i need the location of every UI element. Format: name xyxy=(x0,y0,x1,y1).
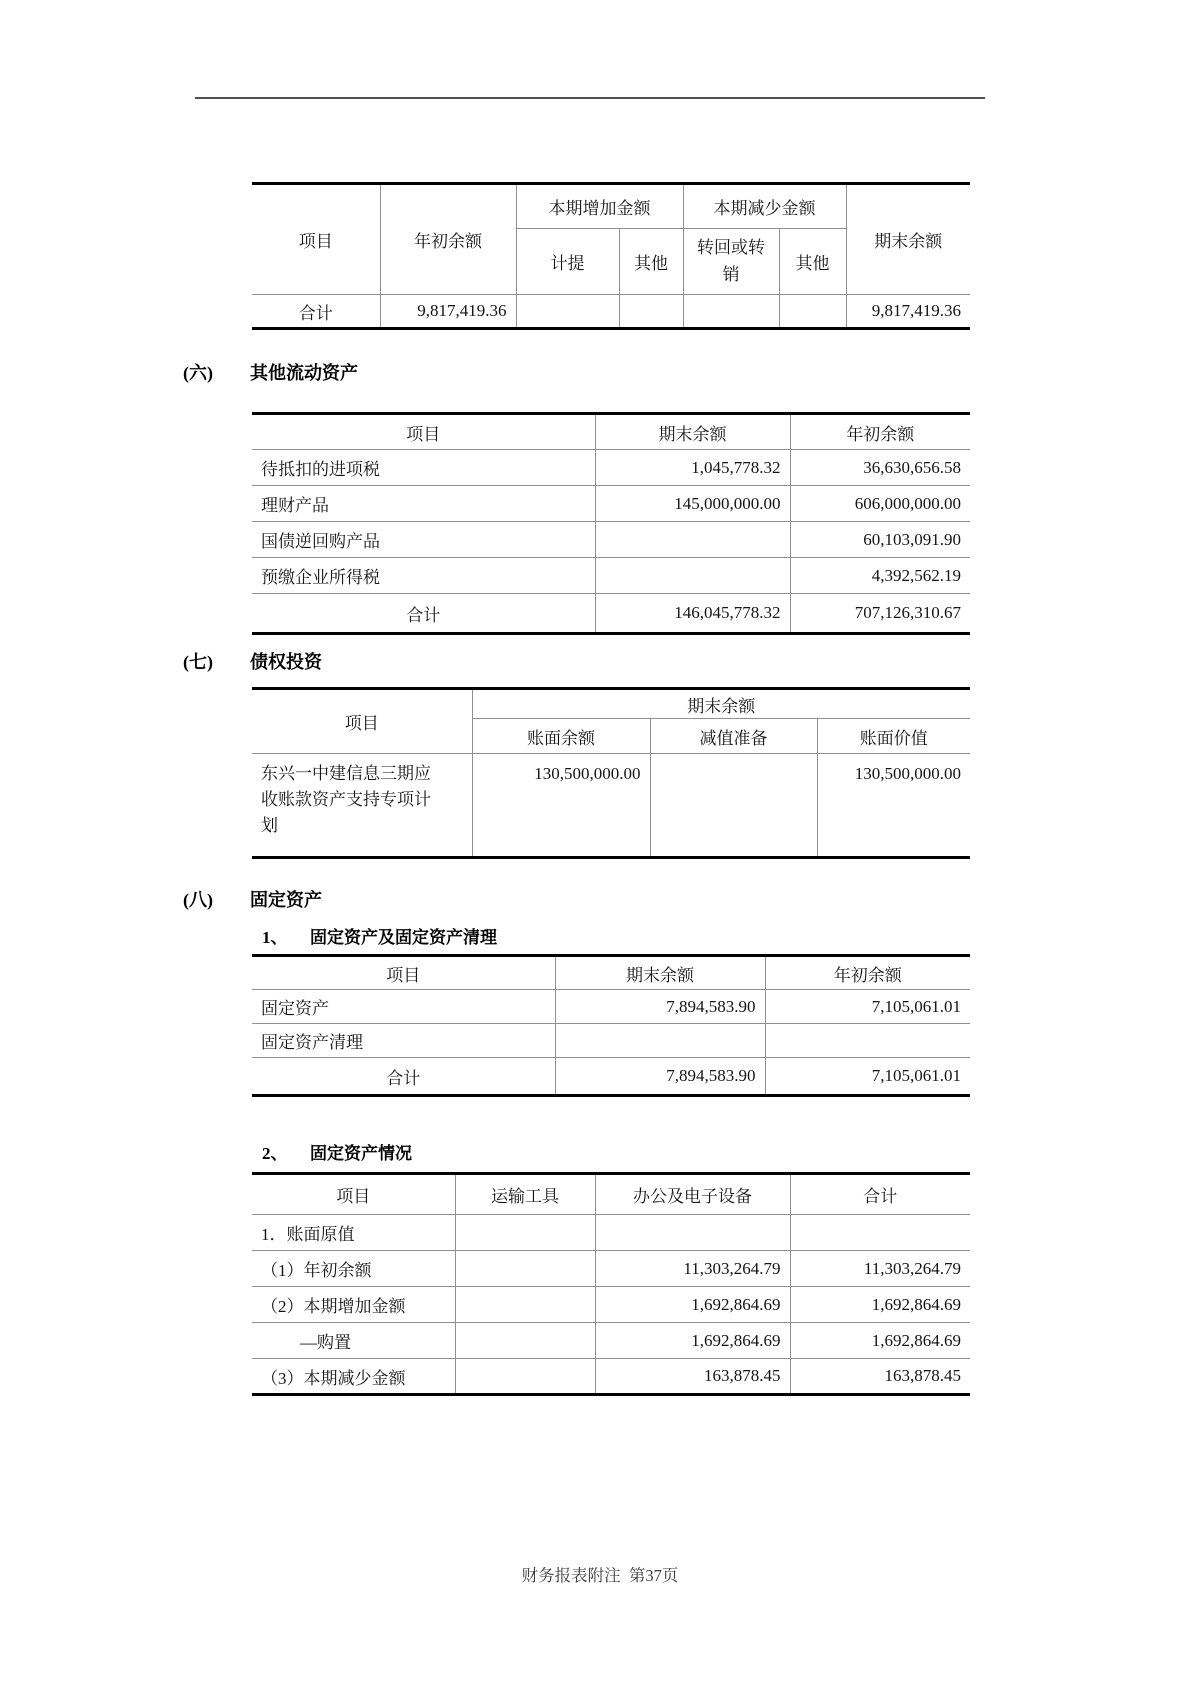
debt-investments-table xyxy=(252,687,970,859)
header-cell-decrease-other: 其他 xyxy=(779,229,846,295)
table-cell-office: 11,303,264.79 xyxy=(595,1251,790,1287)
header-cell-increase-group: 本期增加金额 xyxy=(516,184,683,229)
section-title: 其他流动资产 xyxy=(250,363,358,383)
table-cell-opening: 4,392,562.19 xyxy=(790,558,970,594)
table-cell-item: 预缴企业所得税 xyxy=(252,558,595,594)
fixed-assets-summary-table xyxy=(252,954,970,1097)
table-cell-office: 1,692,864.69 xyxy=(595,1287,790,1323)
section-heading-other-current-assets xyxy=(183,360,1200,386)
header-cell-item: 项目 xyxy=(252,956,555,990)
table-cell-item: 理财产品 xyxy=(252,486,595,522)
table-cell-opening: 36,630,656.58 xyxy=(790,450,970,486)
table-row-total xyxy=(252,295,970,329)
table-cell-book-value: 130,500,000.00 xyxy=(817,754,970,858)
table-row xyxy=(252,990,970,1024)
table-cell-accrual xyxy=(516,295,619,329)
table-header-row xyxy=(252,1174,970,1215)
table-cell-decrease-other xyxy=(779,295,846,329)
header-cell-item: 项目 xyxy=(252,414,595,450)
table-row xyxy=(252,754,970,858)
table-cell-vehicles xyxy=(455,1215,595,1251)
table-cell-closing xyxy=(595,522,790,558)
page-header-rule xyxy=(195,97,985,99)
table-row xyxy=(252,1287,970,1323)
table-cell-closing: 9,817,419.36 xyxy=(846,295,970,329)
header-cell-book-balance: 账面余额 xyxy=(472,719,650,754)
header-cell-increase-other: 其他 xyxy=(619,229,683,295)
table-cell-closing: 1,045,778.32 xyxy=(595,450,790,486)
header-cell-accrual: 计提 xyxy=(516,229,619,295)
header-cell-book-value: 账面价值 xyxy=(817,719,970,754)
subsection-title: 固定资产及固定资产清理 xyxy=(310,928,497,947)
table-cell-office: 1,692,864.69 xyxy=(595,1323,790,1359)
table-row xyxy=(252,1251,970,1287)
header-cell-opening: 年初余额 xyxy=(380,184,516,295)
table-header-row xyxy=(252,689,970,719)
table-cell-increase-other xyxy=(619,295,683,329)
header-cell-item: 项目 xyxy=(252,1174,455,1215)
table-row-total xyxy=(252,1058,970,1096)
table-header-row xyxy=(252,956,970,990)
section-label: (七) xyxy=(183,652,213,672)
table-cell-total: 1,692,864.69 xyxy=(790,1287,970,1323)
table-cell-total: 11,303,264.79 xyxy=(790,1251,970,1287)
table-cell-office: 163,878.45 xyxy=(595,1359,790,1395)
section-heading-fixed-assets xyxy=(183,887,1200,913)
table-cell-closing xyxy=(555,1024,765,1058)
header-cell-closing: 期末余额 xyxy=(595,414,790,450)
page-footer: 财务报表附注 第37页 xyxy=(521,1566,679,1585)
table-cell-item: —购置 xyxy=(252,1323,455,1359)
table-cell-closing: 7,894,583.90 xyxy=(555,1058,765,1096)
header-cell-item: 项目 xyxy=(252,184,380,295)
table-cell-office xyxy=(595,1215,790,1251)
header-cell-closing: 期末余额 xyxy=(555,956,765,990)
table-cell-opening: 7,105,061.01 xyxy=(765,990,970,1024)
header-cell-office: 办公及电子设备 xyxy=(595,1174,790,1215)
table-cell-opening: 7,105,061.01 xyxy=(765,1058,970,1096)
table-cell-closing xyxy=(595,558,790,594)
table-cell-item xyxy=(252,754,472,858)
table-cell-item: 国债逆回购产品 xyxy=(252,522,595,558)
section-label: (六) xyxy=(183,363,213,383)
table-cell-total xyxy=(790,1215,970,1251)
table-cell-item: 待抵扣的进项税 xyxy=(252,450,595,486)
table-cell-opening: 9,817,419.36 xyxy=(380,295,516,329)
header-cell-closing: 期末余额 xyxy=(846,184,970,295)
fixed-assets-detail-table xyxy=(252,1172,970,1396)
subsection-title: 固定资产情况 xyxy=(310,1144,412,1163)
header-cell-item: 项目 xyxy=(252,689,472,754)
header-cell-opening: 年初余额 xyxy=(765,956,970,990)
table-cell-total: 1,692,864.69 xyxy=(790,1323,970,1359)
table-cell-item: 合计 xyxy=(252,1058,555,1096)
table-cell-opening: 606,000,000.00 xyxy=(790,486,970,522)
subsection-heading-fixed-assets-detail xyxy=(262,1141,1200,1166)
table-cell-item: 合计 xyxy=(252,594,595,634)
table-cell-opening: 60,103,091.90 xyxy=(790,522,970,558)
header-cell-opening: 年初余额 xyxy=(790,414,970,450)
header-cell-decrease-group: 本期减少金额 xyxy=(683,184,846,229)
table-row xyxy=(252,558,970,594)
table-cell-vehicles xyxy=(455,1251,595,1287)
table-cell-item: （3）本期减少金额 xyxy=(252,1359,455,1395)
table-cell-item-text: 东兴一中建信息三期应收账款资产支持专项计划 xyxy=(261,764,431,835)
table-cell-closing: 145,000,000.00 xyxy=(595,486,790,522)
table-row xyxy=(252,1024,970,1058)
subsection-heading-fixed-assets-summary xyxy=(262,925,1200,950)
table-cell-item: 合计 xyxy=(252,295,380,329)
subsection-label: 2、 xyxy=(262,1144,288,1163)
header-cell-vehicles: 运输工具 xyxy=(455,1174,595,1215)
table-cell-item: （1）年初余额 xyxy=(252,1251,455,1287)
section-title: 债权投资 xyxy=(250,652,322,672)
header-cell-reversal xyxy=(683,229,779,295)
table-cell-closing: 146,045,778.32 xyxy=(595,594,790,634)
table-row xyxy=(252,1323,970,1359)
table-header-row xyxy=(252,414,970,450)
table-cell-book-balance: 130,500,000.00 xyxy=(472,754,650,858)
header-cell-reversal-text: 转回或转销 xyxy=(697,238,765,284)
section-label: (八) xyxy=(183,890,213,910)
header-cell-impairment: 减值准备 xyxy=(650,719,817,754)
table-header-row xyxy=(252,184,970,229)
subsection-label: 1、 xyxy=(262,928,288,947)
table-row xyxy=(252,1359,970,1395)
table-cell-total: 163,878.45 xyxy=(790,1359,970,1395)
table-cell-item: 1．账面原值 xyxy=(252,1215,455,1251)
section-heading-debt-investments xyxy=(183,649,1200,675)
table-row xyxy=(252,522,970,558)
table-cell-item: 固定资产清理 xyxy=(252,1024,555,1058)
table-cell-impairment xyxy=(650,754,817,858)
header-cell-total: 合计 xyxy=(790,1174,970,1215)
table-cell-reversal xyxy=(683,295,779,329)
table-cell-opening: 707,126,310.67 xyxy=(790,594,970,634)
table-cell-vehicles xyxy=(455,1287,595,1323)
table-row xyxy=(252,486,970,522)
table-row xyxy=(252,450,970,486)
table-cell-closing: 7,894,583.90 xyxy=(555,990,765,1024)
table-cell-vehicles xyxy=(455,1323,595,1359)
table-row-total xyxy=(252,594,970,634)
section-title: 固定资产 xyxy=(250,890,322,910)
table-row xyxy=(252,1215,970,1251)
table-cell-item: 固定资产 xyxy=(252,990,555,1024)
provision-summary-table xyxy=(252,182,970,330)
table-cell-opening xyxy=(765,1024,970,1058)
table-cell-item: （2）本期增加金额 xyxy=(252,1287,455,1323)
other-current-assets-table xyxy=(252,412,970,635)
header-cell-closing-group: 期末余额 xyxy=(472,689,970,719)
table-cell-vehicles xyxy=(455,1359,595,1395)
